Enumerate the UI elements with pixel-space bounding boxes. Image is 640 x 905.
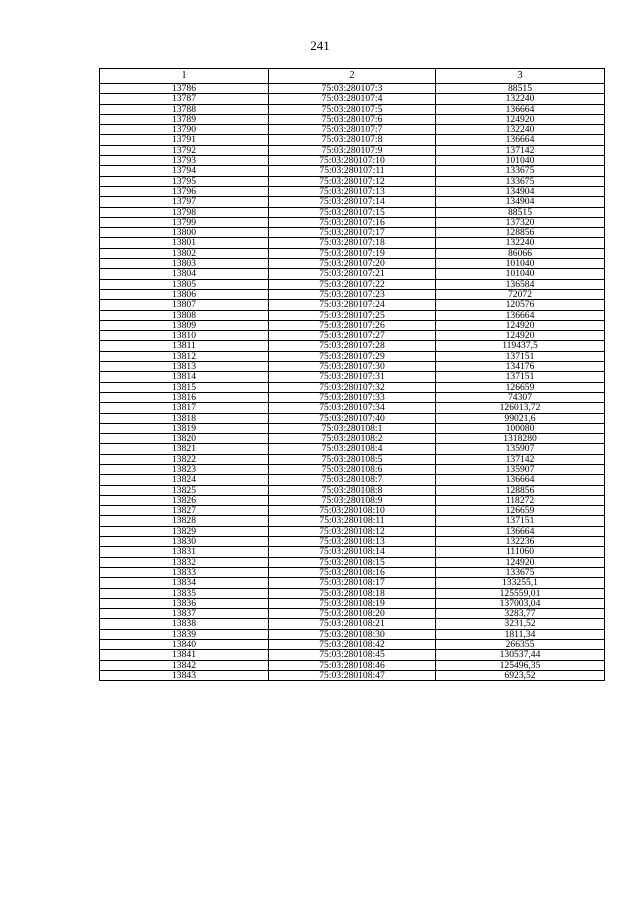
cadastral-number-cell: 75:03:280107:40 bbox=[269, 413, 436, 423]
table-body bbox=[100, 84, 605, 681]
cadastral-number-cell: 75:03:280108:8 bbox=[269, 485, 436, 495]
value-cell: 88515 bbox=[436, 207, 605, 217]
table-row bbox=[100, 526, 605, 536]
cadastral-number-cell: 75:03:280108:7 bbox=[269, 475, 436, 485]
cadastral-number-cell: 75:03:280107:8 bbox=[269, 135, 436, 145]
cadastral-number-cell: 75:03:280108:17 bbox=[269, 578, 436, 588]
cadastral-number-cell: 75:03:280107:7 bbox=[269, 125, 436, 135]
table-row bbox=[100, 464, 605, 474]
value-cell: 3231,52 bbox=[436, 619, 605, 629]
row-number-cell: 13837 bbox=[100, 609, 269, 619]
table-row bbox=[100, 269, 605, 279]
value-cell: 120576 bbox=[436, 300, 605, 310]
cadastral-number-cell: 75:03:280107:13 bbox=[269, 186, 436, 196]
row-number-cell: 13824 bbox=[100, 475, 269, 485]
cadastral-number-cell: 75:03:280108:42 bbox=[269, 640, 436, 650]
table-row bbox=[100, 145, 605, 155]
table-row bbox=[100, 506, 605, 516]
row-number-cell: 13806 bbox=[100, 289, 269, 299]
table-row bbox=[100, 372, 605, 382]
value-cell: 137151 bbox=[436, 351, 605, 361]
row-number-cell: 13840 bbox=[100, 640, 269, 650]
row-number-cell: 13831 bbox=[100, 547, 269, 557]
table-row bbox=[100, 94, 605, 104]
cadastral-number-cell: 75:03:280107:34 bbox=[269, 403, 436, 413]
row-number-cell: 13793 bbox=[100, 156, 269, 166]
row-number-cell: 13801 bbox=[100, 238, 269, 248]
value-cell: 137142 bbox=[436, 145, 605, 155]
row-number-cell: 13832 bbox=[100, 557, 269, 567]
cadastral-number-cell: 75:03:280108:12 bbox=[269, 526, 436, 536]
table-row bbox=[100, 588, 605, 598]
cadastral-number-cell: 75:03:280108:30 bbox=[269, 629, 436, 639]
row-number-cell: 13809 bbox=[100, 320, 269, 330]
table-row bbox=[100, 217, 605, 227]
column-header: 2 bbox=[269, 69, 436, 84]
row-number-cell: 13830 bbox=[100, 537, 269, 547]
row-number-cell: 13807 bbox=[100, 300, 269, 310]
value-cell: 132236 bbox=[436, 537, 605, 547]
cadastral-number-cell: 75:03:280107:17 bbox=[269, 228, 436, 238]
row-number-cell: 13804 bbox=[100, 269, 269, 279]
row-number-cell: 13788 bbox=[100, 104, 269, 114]
row-number-cell: 13815 bbox=[100, 382, 269, 392]
value-cell: 133675 bbox=[436, 567, 605, 577]
table-row bbox=[100, 186, 605, 196]
row-number-cell: 13841 bbox=[100, 650, 269, 660]
table-row bbox=[100, 248, 605, 258]
value-cell: 125559,01 bbox=[436, 588, 605, 598]
row-number-cell: 13808 bbox=[100, 310, 269, 320]
table-row bbox=[100, 392, 605, 402]
value-cell: 111060 bbox=[436, 547, 605, 557]
row-number-cell: 13787 bbox=[100, 94, 269, 104]
value-cell: 133255,1 bbox=[436, 578, 605, 588]
cadastral-number-cell: 75:03:280108:6 bbox=[269, 464, 436, 474]
cadastral-number-cell: 75:03:280108:46 bbox=[269, 660, 436, 670]
row-number-cell: 13799 bbox=[100, 217, 269, 227]
value-cell: 1811,34 bbox=[436, 629, 605, 639]
table-row bbox=[100, 537, 605, 547]
value-cell: 137320 bbox=[436, 217, 605, 227]
value-cell: 134904 bbox=[436, 197, 605, 207]
row-number-cell: 13792 bbox=[100, 145, 269, 155]
row-number-cell: 13822 bbox=[100, 454, 269, 464]
row-number-cell: 13810 bbox=[100, 331, 269, 341]
value-cell: 101040 bbox=[436, 269, 605, 279]
row-number-cell: 13842 bbox=[100, 660, 269, 670]
cadastral-number-cell: 75:03:280108:15 bbox=[269, 557, 436, 567]
value-cell: 133675 bbox=[436, 166, 605, 176]
table-row bbox=[100, 362, 605, 372]
value-cell: 136664 bbox=[436, 475, 605, 485]
cadastral-number-cell: 75:03:280107:24 bbox=[269, 300, 436, 310]
table-row bbox=[100, 114, 605, 124]
table-row bbox=[100, 279, 605, 289]
cadastral-number-cell: 75:03:280108:19 bbox=[269, 598, 436, 608]
value-cell: 137142 bbox=[436, 454, 605, 464]
value-cell: 135907 bbox=[436, 444, 605, 454]
cadastral-number-cell: 75:03:280107:11 bbox=[269, 166, 436, 176]
column-header: 3 bbox=[436, 69, 605, 84]
value-cell: 126659 bbox=[436, 506, 605, 516]
cadastral-number-cell: 75:03:280107:26 bbox=[269, 320, 436, 330]
row-number-cell: 13825 bbox=[100, 485, 269, 495]
table-row bbox=[100, 176, 605, 186]
value-cell: 74307 bbox=[436, 392, 605, 402]
table-row bbox=[100, 423, 605, 433]
cadastral-number-cell: 75:03:280107:5 bbox=[269, 104, 436, 114]
table-row bbox=[100, 567, 605, 577]
value-cell: 134904 bbox=[436, 186, 605, 196]
cadastral-number-cell: 75:03:280108:11 bbox=[269, 516, 436, 526]
value-cell: 1318280 bbox=[436, 434, 605, 444]
cadastral-number-cell: 75:03:280108:21 bbox=[269, 619, 436, 629]
table-row bbox=[100, 351, 605, 361]
row-number-cell: 13805 bbox=[100, 279, 269, 289]
page-number: 241 bbox=[310, 38, 330, 53]
row-number-cell: 13786 bbox=[100, 84, 269, 94]
table-row bbox=[100, 341, 605, 351]
value-cell: 118272 bbox=[436, 495, 605, 505]
cadastral-number-cell: 75:03:280107:6 bbox=[269, 114, 436, 124]
table-row bbox=[100, 640, 605, 650]
table-row bbox=[100, 403, 605, 413]
row-number-cell: 13834 bbox=[100, 578, 269, 588]
table-row bbox=[100, 650, 605, 660]
row-number-cell: 13820 bbox=[100, 434, 269, 444]
row-number-cell: 13827 bbox=[100, 506, 269, 516]
table-row bbox=[100, 320, 605, 330]
cadastral-number-cell: 75:03:280108:2 bbox=[269, 434, 436, 444]
table-row bbox=[100, 156, 605, 166]
cadastral-number-cell: 75:03:280108:18 bbox=[269, 588, 436, 598]
table-row bbox=[100, 197, 605, 207]
value-cell: 72072 bbox=[436, 289, 605, 299]
table-row bbox=[100, 444, 605, 454]
row-number-cell: 13811 bbox=[100, 341, 269, 351]
value-cell: 101040 bbox=[436, 259, 605, 269]
row-number-cell: 13795 bbox=[100, 176, 269, 186]
cadastral-number-cell: 75:03:280108:9 bbox=[269, 495, 436, 505]
value-cell: 86066 bbox=[436, 248, 605, 258]
value-cell: 136584 bbox=[436, 279, 605, 289]
cadastral-number-cell: 75:03:280107:10 bbox=[269, 156, 436, 166]
cadastral-number-cell: 75:03:280107:9 bbox=[269, 145, 436, 155]
value-cell: 133675 bbox=[436, 176, 605, 186]
cadastral-number-cell: 75:03:280108:16 bbox=[269, 567, 436, 577]
cadastral-number-cell: 75:03:280107:22 bbox=[269, 279, 436, 289]
cadastral-number-cell: 75:03:280107:32 bbox=[269, 382, 436, 392]
table-row bbox=[100, 289, 605, 299]
table-row bbox=[100, 475, 605, 485]
row-number-cell: 13814 bbox=[100, 372, 269, 382]
cadastral-number-cell: 75:03:280107:31 bbox=[269, 372, 436, 382]
table-row bbox=[100, 228, 605, 238]
row-number-cell: 13843 bbox=[100, 670, 269, 680]
value-cell: 128856 bbox=[436, 228, 605, 238]
table-row bbox=[100, 629, 605, 639]
cadastral-number-cell: 75:03:280108:47 bbox=[269, 670, 436, 680]
value-cell: 124920 bbox=[436, 557, 605, 567]
cadastral-number-cell: 75:03:280108:10 bbox=[269, 506, 436, 516]
value-cell: 137151 bbox=[436, 516, 605, 526]
cadastral-number-cell: 75:03:280107:3 bbox=[269, 84, 436, 94]
table-row bbox=[100, 300, 605, 310]
cadastral-number-cell: 75:03:280108:20 bbox=[269, 609, 436, 619]
row-number-cell: 13819 bbox=[100, 423, 269, 433]
value-cell: 137003,04 bbox=[436, 598, 605, 608]
row-number-cell: 13823 bbox=[100, 464, 269, 474]
table-row bbox=[100, 598, 605, 608]
value-cell: 124920 bbox=[436, 331, 605, 341]
value-cell: 119437,5 bbox=[436, 341, 605, 351]
value-cell: 124920 bbox=[436, 114, 605, 124]
value-cell: 136664 bbox=[436, 135, 605, 145]
table-row bbox=[100, 238, 605, 248]
row-number-cell: 13789 bbox=[100, 114, 269, 124]
value-cell: 124920 bbox=[436, 320, 605, 330]
value-cell: 134176 bbox=[436, 362, 605, 372]
cadastral-number-cell: 75:03:280108:45 bbox=[269, 650, 436, 660]
cadastral-number-cell: 75:03:280107:20 bbox=[269, 259, 436, 269]
value-cell: 137151 bbox=[436, 372, 605, 382]
value-cell: 128856 bbox=[436, 485, 605, 495]
row-number-cell: 13829 bbox=[100, 526, 269, 536]
cadastral-number-cell: 75:03:280107:4 bbox=[269, 94, 436, 104]
row-number-cell: 13798 bbox=[100, 207, 269, 217]
cadastral-number-cell: 75:03:280107:19 bbox=[269, 248, 436, 258]
cadastral-number-cell: 75:03:280107:12 bbox=[269, 176, 436, 186]
cadastral-number-cell: 75:03:280107:14 bbox=[269, 197, 436, 207]
table-row bbox=[100, 578, 605, 588]
value-cell: 6923,52 bbox=[436, 670, 605, 680]
table-row bbox=[100, 104, 605, 114]
table-row bbox=[100, 259, 605, 269]
cadastral-number-cell: 75:03:280108:14 bbox=[269, 547, 436, 557]
cadastral-number-cell: 75:03:280107:21 bbox=[269, 269, 436, 279]
table-row bbox=[100, 619, 605, 629]
table-row bbox=[100, 331, 605, 341]
table-row bbox=[100, 557, 605, 567]
value-cell: 136664 bbox=[436, 310, 605, 320]
cadastral-number-cell: 75:03:280107:33 bbox=[269, 392, 436, 402]
row-number-cell: 13821 bbox=[100, 444, 269, 454]
table-row bbox=[100, 434, 605, 444]
value-cell: 130537,44 bbox=[436, 650, 605, 660]
table-row bbox=[100, 135, 605, 145]
value-cell: 136664 bbox=[436, 526, 605, 536]
table-row bbox=[100, 670, 605, 680]
row-number-cell: 13816 bbox=[100, 392, 269, 402]
cadastral-number-cell: 75:03:280108:13 bbox=[269, 537, 436, 547]
value-cell: 132240 bbox=[436, 125, 605, 135]
value-cell: 100080 bbox=[436, 423, 605, 433]
cadastral-number-cell: 75:03:280107:27 bbox=[269, 331, 436, 341]
value-cell: 135907 bbox=[436, 464, 605, 474]
row-number-cell: 13812 bbox=[100, 351, 269, 361]
row-number-cell: 13796 bbox=[100, 186, 269, 196]
table-row bbox=[100, 547, 605, 557]
table-row bbox=[100, 485, 605, 495]
header-row bbox=[100, 69, 605, 84]
table-row bbox=[100, 413, 605, 423]
row-number-cell: 13802 bbox=[100, 248, 269, 258]
value-cell: 99021,6 bbox=[436, 413, 605, 423]
cadastral-number-cell: 75:03:280107:30 bbox=[269, 362, 436, 372]
table-row bbox=[100, 454, 605, 464]
cadastral-number-cell: 75:03:280107:28 bbox=[269, 341, 436, 351]
table-row bbox=[100, 310, 605, 320]
cadastral-number-cell: 75:03:280108:4 bbox=[269, 444, 436, 454]
cadastral-number-cell: 75:03:280108:1 bbox=[269, 423, 436, 433]
row-number-cell: 13797 bbox=[100, 197, 269, 207]
value-cell: 132240 bbox=[436, 94, 605, 104]
cadastral-number-cell: 75:03:280107:18 bbox=[269, 238, 436, 248]
table-row bbox=[100, 382, 605, 392]
row-number-cell: 13826 bbox=[100, 495, 269, 505]
table-row bbox=[100, 207, 605, 217]
value-cell: 132240 bbox=[436, 238, 605, 248]
table-row bbox=[100, 125, 605, 135]
value-cell: 126013,72 bbox=[436, 403, 605, 413]
value-cell: 88515 bbox=[436, 84, 605, 94]
table-row bbox=[100, 516, 605, 526]
cadastral-number-cell: 75:03:280107:16 bbox=[269, 217, 436, 227]
cadastral-number-cell: 75:03:280108:5 bbox=[269, 454, 436, 464]
row-number-cell: 13818 bbox=[100, 413, 269, 423]
value-cell: 136664 bbox=[436, 104, 605, 114]
row-number-cell: 13836 bbox=[100, 598, 269, 608]
value-cell: 266355 bbox=[436, 640, 605, 650]
row-number-cell: 13828 bbox=[100, 516, 269, 526]
row-number-cell: 13835 bbox=[100, 588, 269, 598]
column-header: 1 bbox=[100, 69, 269, 84]
row-number-cell: 13803 bbox=[100, 259, 269, 269]
value-cell: 125496,35 bbox=[436, 660, 605, 670]
table-row bbox=[100, 166, 605, 176]
value-cell: 101040 bbox=[436, 156, 605, 166]
row-number-cell: 13800 bbox=[100, 228, 269, 238]
table-row bbox=[100, 495, 605, 505]
row-number-cell: 13813 bbox=[100, 362, 269, 372]
table-row bbox=[100, 84, 605, 94]
row-number-cell: 13833 bbox=[100, 567, 269, 577]
row-number-cell: 13794 bbox=[100, 166, 269, 176]
row-number-cell: 13817 bbox=[100, 403, 269, 413]
table-row bbox=[100, 660, 605, 670]
cadastral-number-cell: 75:03:280107:25 bbox=[269, 310, 436, 320]
data-table bbox=[99, 68, 605, 681]
value-cell: 126659 bbox=[436, 382, 605, 392]
table-row bbox=[100, 609, 605, 619]
row-number-cell: 13839 bbox=[100, 629, 269, 639]
row-number-cell: 13838 bbox=[100, 619, 269, 629]
row-number-cell: 13790 bbox=[100, 125, 269, 135]
cadastral-number-cell: 75:03:280107:29 bbox=[269, 351, 436, 361]
cadastral-number-cell: 75:03:280107:15 bbox=[269, 207, 436, 217]
cadastral-number-cell: 75:03:280107:23 bbox=[269, 289, 436, 299]
value-cell: 3283,77 bbox=[436, 609, 605, 619]
row-number-cell: 13791 bbox=[100, 135, 269, 145]
